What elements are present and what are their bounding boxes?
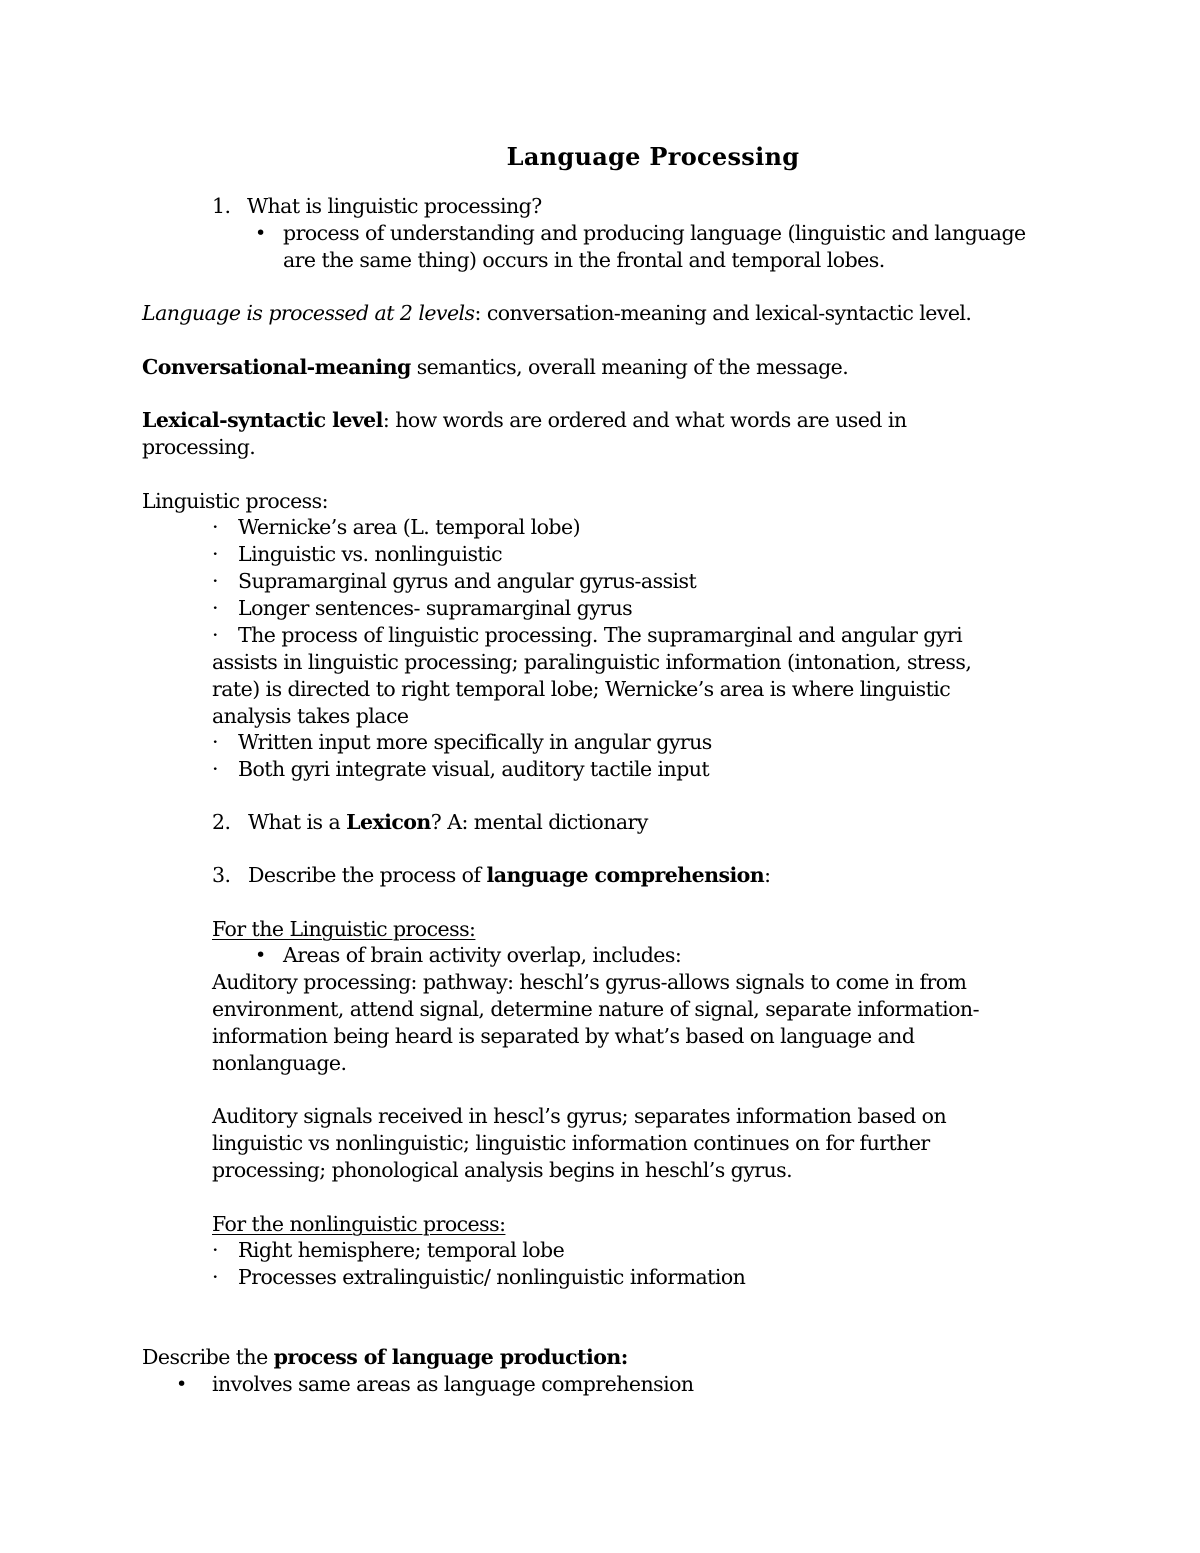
q1-question: What is linguistic processing?	[247, 194, 542, 218]
production-bullet-text: involves same areas as language comprehension	[212, 1372, 694, 1396]
linguistic-process-heading: Linguistic process:	[142, 489, 328, 513]
list-item	[212, 729, 712, 756]
production-heading	[142, 1344, 628, 1371]
list-item-continuation: analysis takes place	[212, 704, 409, 728]
list-marker: ·	[212, 730, 218, 754]
list-item	[212, 568, 696, 595]
list-item-text: Supramarginal gyrus and angular gyrus-assist	[238, 569, 697, 593]
q3-question	[248, 862, 771, 889]
production-prefix: Describe the	[142, 1345, 274, 1369]
q1-bullet: •	[255, 222, 267, 244]
conversational-text: semantics, overall meaning of the message.	[410, 355, 849, 379]
signals-paragraph-line: processing; phonological analysis begins in heschl’s gyrus.	[212, 1158, 793, 1182]
production-bullet: •	[176, 1373, 188, 1395]
list-item	[212, 514, 580, 541]
list-item	[212, 595, 632, 622]
lexical-line-2: processing.	[142, 435, 256, 459]
q3-number: 3.	[212, 863, 231, 887]
lexical-paragraph	[142, 407, 907, 434]
list-item-continuation: assists in linguistic processing; paralinguistic information (intonation, stress,	[212, 650, 972, 674]
q2-suffix: ? A: mental dictionary	[430, 810, 648, 834]
list-item	[212, 541, 502, 568]
production-term: process of language production:	[273, 1345, 628, 1369]
auditory-paragraph-line: Auditory processing: pathway: heschl’s gyrus-allows signals to come in from	[212, 970, 967, 994]
q2-number: 2.	[212, 810, 231, 834]
list-marker: ·	[212, 569, 218, 593]
list-marker: ·	[212, 515, 218, 539]
q1-number: 1.	[212, 194, 231, 218]
q1-answer-line-1: process of understanding and producing language (linguistic and language	[283, 221, 1026, 245]
nonlinguistic-subheading: For the nonlinguistic process:	[212, 1212, 506, 1236]
lexical-term: Lexical-syntactic level	[142, 408, 383, 432]
list-item-text: Wernicke’s area (L. temporal lobe)	[238, 515, 581, 539]
q1-answer-line-2: are the same thing) occurs in the frontal and temporal lobes.	[283, 248, 885, 272]
auditory-paragraph-line: nonlanguage.	[212, 1051, 347, 1075]
list-item	[212, 622, 962, 649]
list-item-text: Right hemisphere; temporal lobe	[238, 1238, 565, 1262]
comprehension-bullet: •	[255, 944, 267, 966]
signals-paragraph-line: Auditory signals received in hescl’s gyrus; separates information based on	[212, 1104, 947, 1128]
q3-prefix: Describe the process of	[248, 863, 487, 887]
q2-term: Lexicon	[346, 810, 431, 834]
q3-term: language comprehension	[486, 863, 765, 887]
page-title: Language Processing	[506, 142, 800, 171]
list-item-text: Linguistic vs. nonlinguistic	[238, 542, 503, 566]
list-item	[212, 756, 709, 783]
list-marker: ·	[212, 542, 218, 566]
list-item-text: The process of linguistic processing. The supramarginal and angular gyri	[238, 623, 963, 647]
list-item-text: Both gyri integrate visual, auditory tactile input	[238, 757, 710, 781]
list-marker: ·	[212, 1238, 218, 1262]
auditory-paragraph-line: environment, attend signal, determine nature of signal, separate information-	[212, 997, 979, 1021]
lexical-text: : how words are ordered and what words are used in	[382, 408, 907, 432]
conversational-term: Conversational-meaning	[142, 355, 411, 379]
auditory-paragraph-line: information being heard is separated by what’s based on language and	[212, 1024, 915, 1048]
list-item-continuation: rate) is directed to right temporal lobe; Wernicke’s area is where linguistic	[212, 677, 951, 701]
list-marker: ·	[212, 623, 218, 647]
levels-label: Language is processed at 2 levels	[142, 301, 475, 325]
q2-prefix: What is a	[248, 810, 347, 834]
list-item-text: Processes extralinguistic/ nonlinguistic information	[238, 1265, 746, 1289]
comprehension-bullet-text: Areas of brain activity overlap, includes:	[283, 943, 682, 967]
list-item	[212, 1264, 745, 1291]
list-item-text: Written input more specifically in angular gyrus	[238, 730, 712, 754]
linguistic-subheading: For the Linguistic process:	[212, 917, 476, 941]
list-marker: ·	[212, 596, 218, 620]
signals-paragraph-line: linguistic vs nonlinguistic; linguistic information continues on for further	[212, 1131, 930, 1155]
list-item	[212, 1237, 564, 1264]
levels-text: : conversation-meaning and lexical-syntactic level.	[474, 301, 972, 325]
conversational-paragraph	[142, 354, 848, 381]
list-marker: ·	[212, 1265, 218, 1289]
list-item-text: Longer sentences- supramarginal gyrus	[238, 596, 633, 620]
q3-suffix: :	[764, 863, 771, 887]
list-marker: ·	[212, 757, 218, 781]
levels-paragraph	[142, 300, 971, 327]
q2-question	[248, 809, 648, 836]
